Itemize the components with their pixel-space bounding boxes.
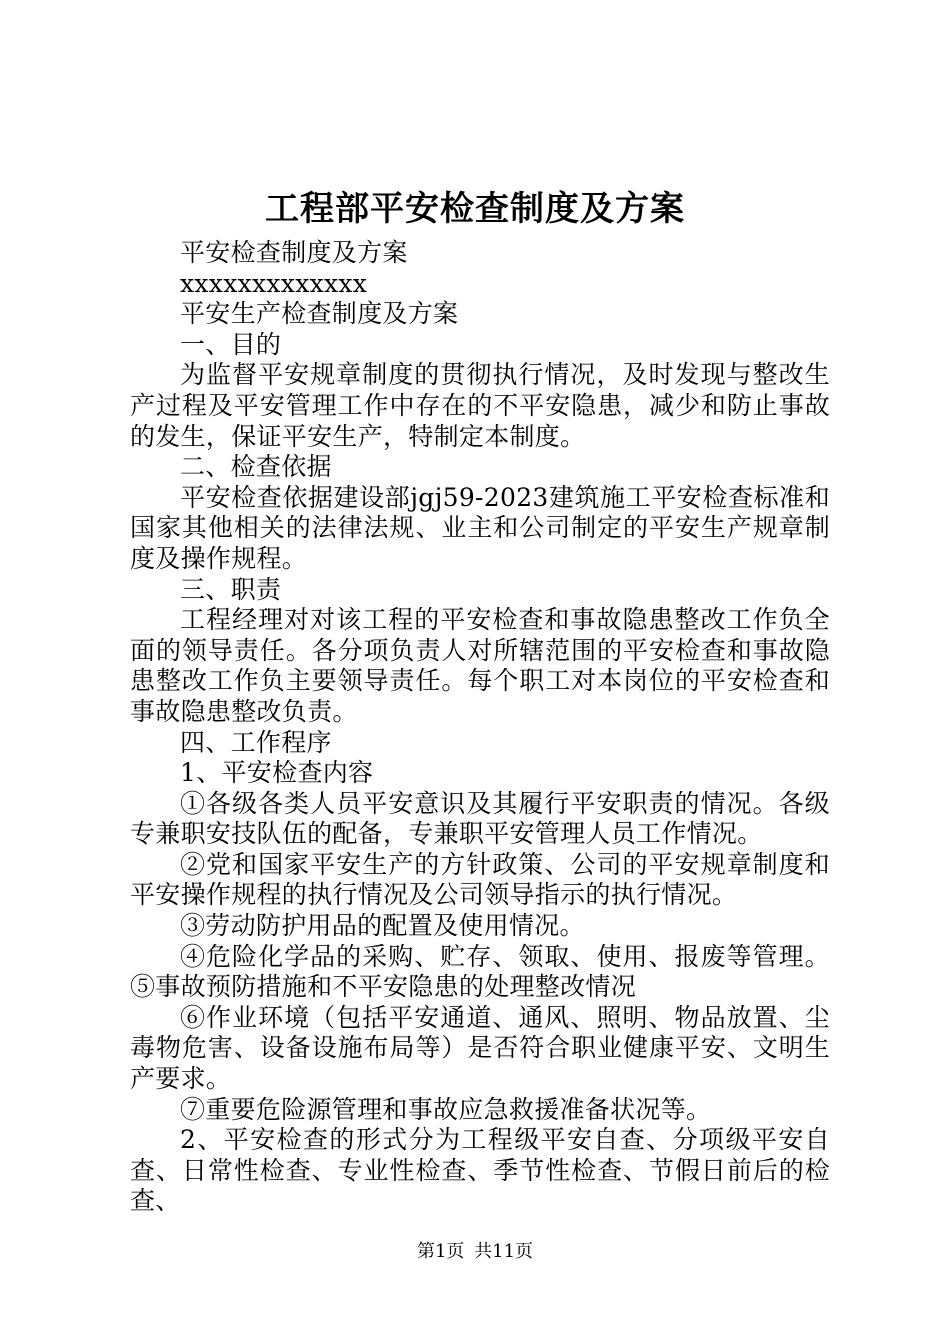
section-heading: 二、检查依据 <box>180 452 332 482</box>
paragraph: 为监督平安规章制度的贯彻执行情况，及时发现与整改生产过程及平安管理工作中存在的不平安隐患，减少和防止事故的发生，保证平安生产，特制定本制度。 <box>130 360 830 451</box>
document-title: 工程部平安检查制度及方案 <box>265 189 685 229</box>
section-heading: 一、目的 <box>180 329 282 359</box>
paragraph: 平安生产检查制度及方案 <box>180 299 459 329</box>
paragraph: 平安检查制度及方案 <box>180 238 408 267</box>
section-heading: 四、工作程序 <box>180 727 332 757</box>
list-item: ④危险化学品的采购、贮存、领取、使用、报废等管理。⑤事故预防措施和不平安隐患的处理整改情况 <box>130 941 830 1002</box>
list-item: ⑦重要危险源管理和事故应急救援准备状况等。 <box>180 1094 712 1124</box>
list-item: ②党和国家平安生产的方针政策、公司的平安规章制度和平安操作规程的执行情况及公司领导指示的执行情况。 <box>130 849 830 910</box>
paragraph: xxxxxxxxxxxxx <box>180 268 368 298</box>
sub-heading: 1、平安检查内容 <box>180 758 374 788</box>
page-footer <box>0 1240 950 1264</box>
page-total: 共11页 <box>474 1241 534 1262</box>
paragraph: 平安检查依据建设部jgj59-2023建筑施工平安检查标准和国家其他相关的法律法规、业主和公司制定的平安生产规章制度及操作规程。 <box>130 482 830 573</box>
list-item: ①各级各类人员平安意识及其履行平安职责的情况。各级专兼职安技队伍的配备，专兼职平安管理人员工作情况。 <box>130 788 830 849</box>
page-number: 第1页 <box>416 1241 465 1262</box>
list-item: ③劳动防护用品的配置及使用情况。 <box>180 911 585 941</box>
section-heading: 三、职责 <box>180 574 282 604</box>
list-item: ⑥作业环境（包括平安通道、通风、照明、物品放置、尘毒物危害、设备设施布局等）是否符合职业健康平安、文明生产要求。 <box>130 1002 830 1094</box>
paragraph: 工程经理对对该工程的平安检查和事故隐患整改工作负全面的领导责任。各分项负责人对所辖范围的平安检查和事故隐患整改工作负主要领导责任。每个职工对本岗位的平安检查和事故隐患整改负责。 <box>130 605 830 726</box>
document-body <box>130 238 830 1217</box>
paragraph: 2、平安检查的形式分为工程级平安自查、分项级平安自查、日常性检查、专业性检查、季节性检查、节假日前后的检查、 <box>130 1125 830 1216</box>
